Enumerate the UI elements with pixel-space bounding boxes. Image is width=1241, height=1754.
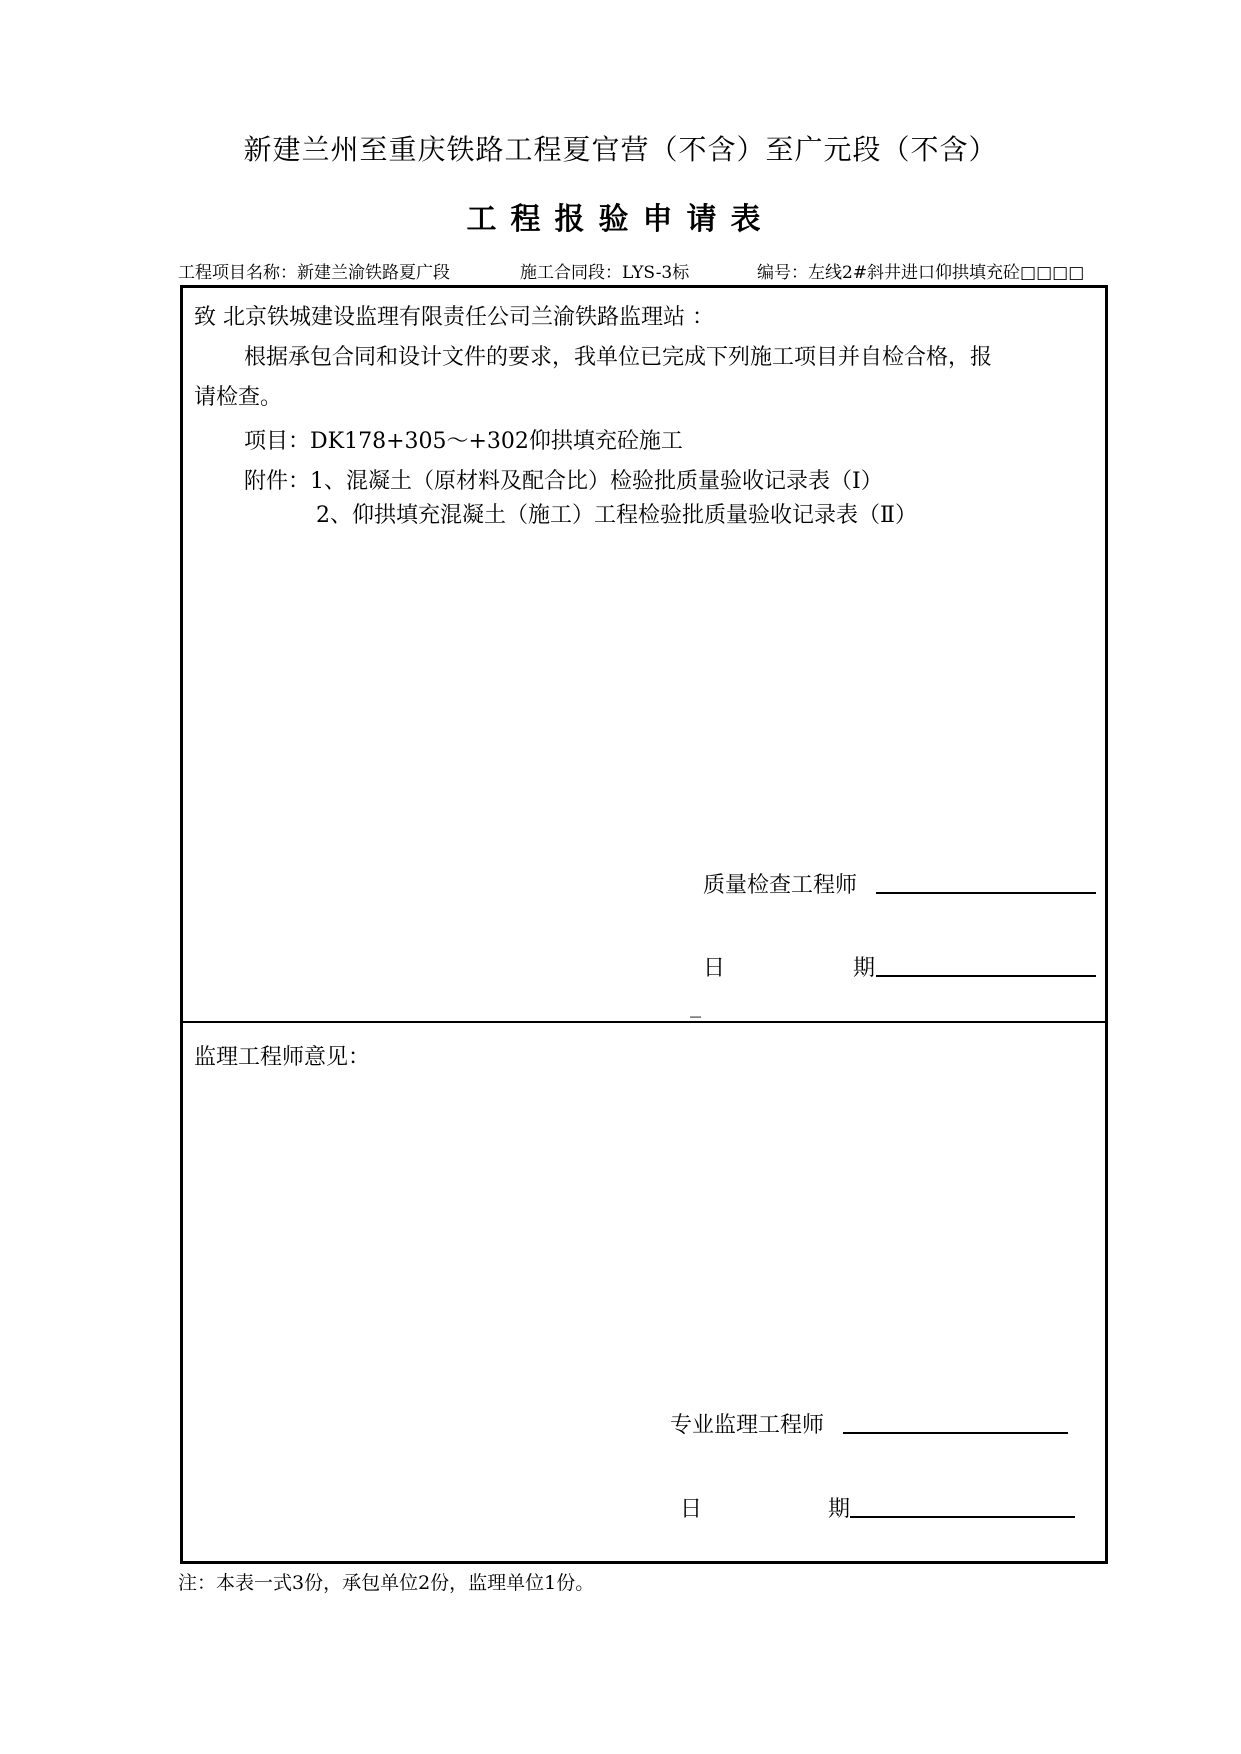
supervisor-opinion-label: 监理工程师意见： [194, 1045, 371, 1070]
attachment-1: 附件：1、混凝土（原材料及配合比）检验批质量验收记录表（Ⅰ） [244, 469, 883, 494]
document-title: 新建兰州至重庆铁路工程夏官营（不含）至广元段（不含） [243, 133, 998, 166]
statement-line-2: 请检查。 [194, 385, 283, 410]
quality-engineer-signature-line [876, 892, 1096, 894]
quality-engineer-label: 质量检查工程师 [703, 873, 858, 898]
request-date-line [876, 975, 1096, 977]
contract-section: 施工合同段：LYS-3标 [520, 263, 690, 283]
supervising-engineer-signature-line [843, 1432, 1068, 1434]
addressee: 致 北京铁城建设监理有限责任公司兰渝铁路监理站 ： [194, 305, 714, 330]
project-item: 项目：DK178+305～+302仰拱填充砼施工 [244, 429, 683, 454]
section-divider [180, 1021, 1108, 1023]
stray-mark: _ [690, 993, 701, 1018]
supervisor-date-char-2: 期 [828, 1497, 851, 1522]
date-label-char-1: 日 [703, 956, 726, 981]
form-title: 工程报验申请表 [466, 202, 775, 237]
serial-number: 编号：左线2#斜井进口仰拱填充砼□□□□ [757, 263, 1085, 283]
date-label-char-2: 期 [853, 956, 876, 981]
supervisor-date-char-1: 日 [680, 1497, 703, 1522]
project-name: 工程项目名称：新建兰渝铁路夏广段 [178, 263, 450, 283]
supervisor-date-line [850, 1516, 1075, 1518]
supervising-engineer-label: 专业监理工程师 [670, 1413, 825, 1438]
attachment-2: 2、仰拱填充混凝土（施工）工程检验批质量验收记录表（Ⅱ） [316, 503, 917, 528]
footer-note: 注：本表一式3份，承包单位2份，监理单位1份。 [178, 1572, 595, 1594]
statement-line-1: 根据承包合同和设计文件的要求，我单位已完成下列施工项目并自检合格，报 [244, 345, 993, 370]
